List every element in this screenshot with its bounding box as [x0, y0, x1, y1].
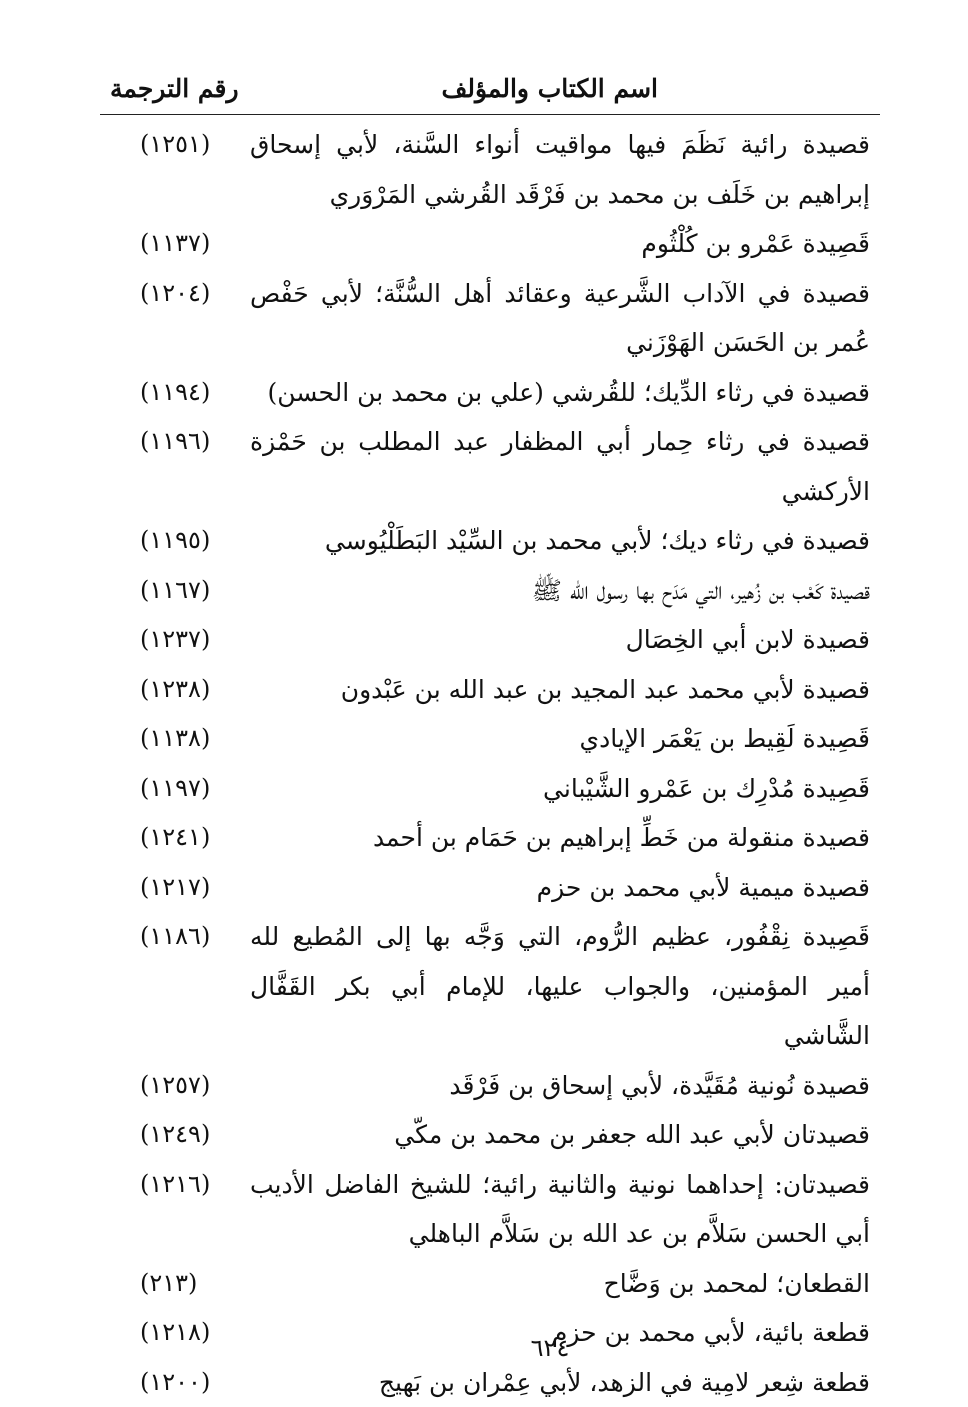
entry-number: (١٢١٦) [140, 1160, 210, 1210]
list-item [100, 566, 880, 616]
list-item [100, 368, 880, 418]
entry-number: (١٢١٨) [140, 1308, 210, 1358]
entry-title: قصيدة لأبي محمد عبد المجيد بن عبد الله بن عَبْدون [250, 665, 870, 715]
entry-title: قصيدة في الآداب الشَّرعية وعقائد أهل السُّنَّة؛ لأبي حَفْص عُمر بن الحَسَن الهَوْزَني [250, 269, 870, 368]
entry-title: قصيدة لابن أبي الخِصَال [250, 615, 870, 665]
entry-number: (١٢٠٠) [140, 1358, 210, 1407]
entry-title: قصيدة في رثاء حِمار أبي المظفار عبد المطلب بن حَمْزة الأركشي [250, 417, 870, 516]
entry-title: قصيدة منقولة من خَطِّ إبراهيم بن حَمَام بن أحمد [250, 813, 870, 863]
entry-title: قصيدتان لأبي عبد الله جعفر بن محمد بن مكّي [250, 1110, 870, 1160]
list-item [100, 764, 880, 814]
entry-number: (٢١٣) [140, 1259, 197, 1309]
list-item [100, 615, 880, 665]
list-item [100, 417, 880, 516]
entry-number: (١٢١٧) [140, 863, 210, 913]
list-item [100, 516, 880, 566]
list-item [100, 1110, 880, 1160]
entry-title: قَصِيدة عَمْرو بن كُلْثُوم [250, 219, 870, 269]
list-item [100, 1061, 880, 1111]
entry-title: القطعان؛ لمحمد بن وَضَّاح [250, 1259, 870, 1309]
page-number-text: ٦٢٤ [531, 1334, 570, 1362]
list-item [100, 219, 880, 269]
header-rule [100, 114, 880, 115]
header-title-column: اسم الكتاب والمؤلف [441, 74, 658, 103]
list-item [100, 1259, 880, 1309]
list-item [100, 912, 880, 1061]
entry-number: (١١٨٦) [140, 912, 210, 962]
entry-number: (١١٩٧) [140, 764, 210, 814]
page-number [100, 1334, 880, 1362]
entry-title: قصيدة في رثاء الدِّيك؛ للقُرشي (علي بن محمد بن الحسن) [250, 368, 870, 418]
list-item [100, 665, 880, 715]
entry-title: قصيدة رائية نَظَمَ فيها مواقيت أنواء السَّنة، لأبي إسحاق إبراهيم بن خَلَف بن محمد بن فَرْقَد القُرشي المَرْوَري [250, 120, 870, 219]
entry-title: قصيدة ميمية لأبي محمد بن حزم [250, 863, 870, 913]
entry-title: قَصِيدة مُدْرِك بن عَمْرو الشَّيْباني [250, 764, 870, 814]
entry-title: قطعة بائية، لأبي محمد بن حزم [250, 1308, 870, 1358]
list-item [100, 863, 880, 913]
list-item [100, 714, 880, 764]
entry-title: قصيدتان: إحداهما نونية والثانية رائية؛ للشيخ الفاضل الأديب أبي الحسن سَلاَّم بن عد الله بن سَلاَّم الباهلي [250, 1160, 870, 1259]
entry-number: (١١٣٨) [140, 714, 210, 764]
entry-title: قَصِيدة نِقْفُور، عظيم الرُّوم، التي وَجَّه بها إلى المُطيع لله أمير المؤمنين، والجواب عليها، للإمام أبي بكر القَفَّال الشَّاشي [250, 912, 870, 1061]
entry-title: قطعة شِعر لامِية في الزهد، لأبي عِمْران بن بَهيج [250, 1358, 870, 1407]
entries-list [100, 120, 880, 1407]
entry-number: (١١٩٦) [140, 417, 210, 467]
list-item [100, 120, 880, 219]
entry-title: قصيدة في رثاء ديك؛ لأبي محمد بن السِّيْد البَطَلْيُوسي [250, 516, 870, 566]
entry-number: (١٢٥٧) [140, 1061, 210, 1111]
entry-title: قصيدة نُونية مُقَيَّدة، لأبي إسحاق بن فَرْقَد [250, 1061, 870, 1111]
entry-number: (١١٩٥) [140, 516, 210, 566]
header-number-column: رقم الترجمة [110, 74, 239, 103]
entry-number: (١١٦٧) [140, 566, 210, 616]
entry-number: (١٢٤٩) [140, 1110, 210, 1160]
list-item [100, 1358, 880, 1407]
entry-number: (١٢٣٧) [140, 615, 210, 665]
table-header [100, 74, 880, 114]
entry-number: (١١٩٤) [140, 368, 210, 418]
entry-number: (١٢٣٨) [140, 665, 210, 715]
entry-number: (١٢٠٤) [140, 269, 210, 319]
entry-title: قَصِيدة لَقِيط بن يَعْمَر الإيادي [250, 714, 870, 764]
entry-number: (١١٣٧) [140, 219, 210, 269]
entry-title: قصيدة كَعْب بن زُهير، التي مَدَح بها رسول الله ﷺ [250, 566, 870, 616]
entry-number: (١٢٤١) [140, 813, 210, 863]
list-item [100, 813, 880, 863]
list-item [100, 1160, 880, 1259]
entry-number: (١٢٥١) [140, 120, 210, 170]
index-page [100, 60, 880, 1380]
list-item [100, 269, 880, 368]
